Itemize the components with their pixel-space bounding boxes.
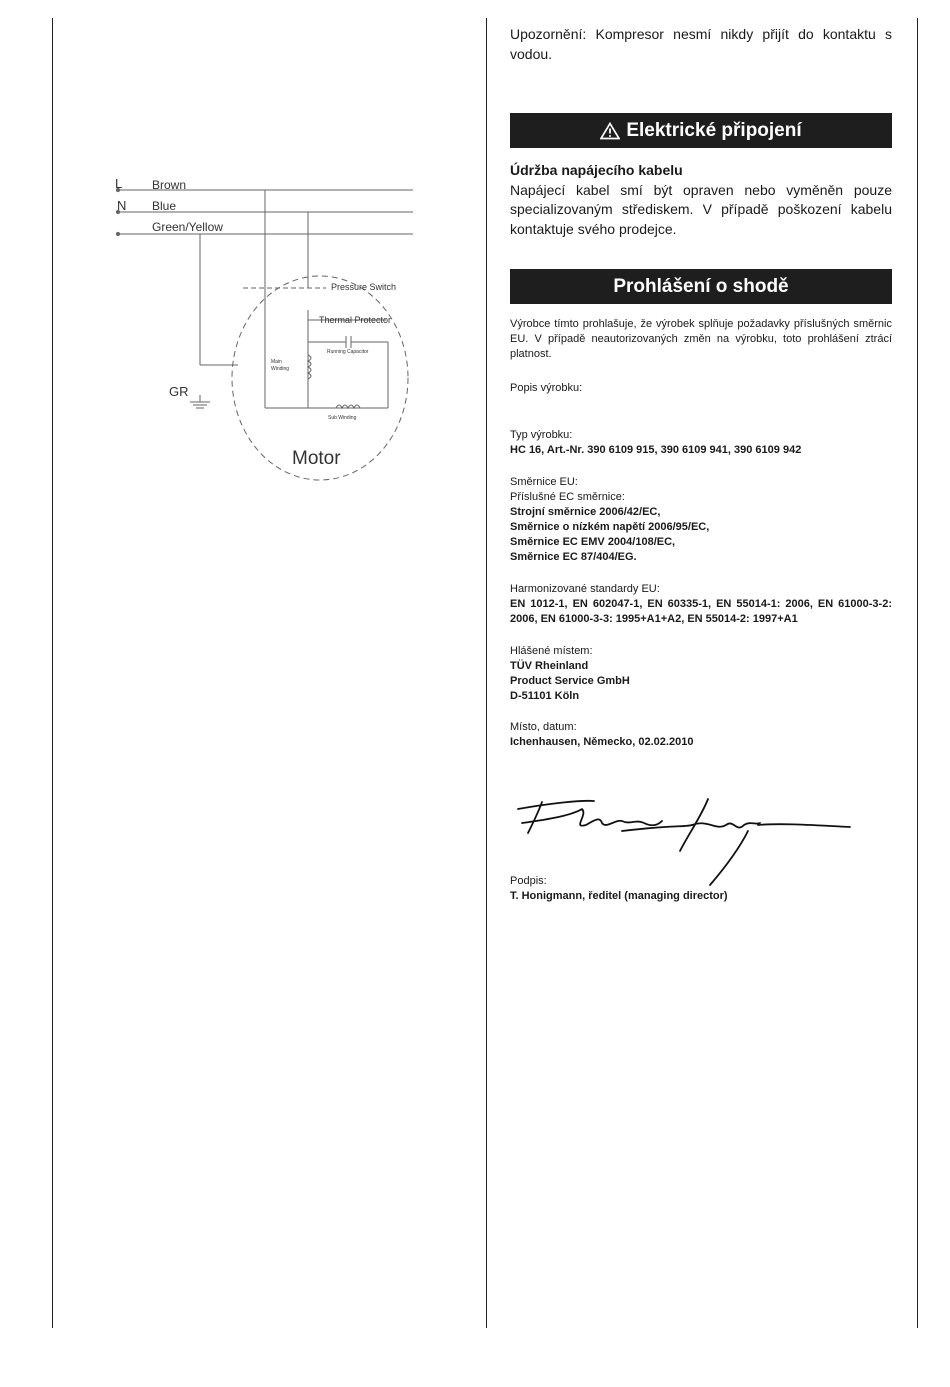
wire-label-green-yellow: Green/Yellow (152, 220, 223, 234)
directive-item: Směrnice EC EMV 2004/108/EC, (510, 536, 676, 548)
cable-maintenance-text: Napájecí kabel smí být opraven nebo vyměněn pouze specializovaným střediskem. V případě poškození kabelu kontaktuje svého prodejce. (510, 181, 892, 237)
notified-body-block (510, 644, 892, 704)
notified-body-label: Hlášené místem: (510, 645, 593, 657)
standards-block (510, 582, 892, 627)
notified-body-line: Product Service GmbH (510, 675, 630, 687)
standards-label: Harmonizované standardy EU: (510, 583, 660, 595)
column-rule-left (52, 18, 53, 1328)
place-date-value: Ichenhausen, Německo, 02.02.2010 (510, 736, 694, 748)
directive-item: Strojní směrnice 2006/42/EC, (510, 506, 661, 518)
declaration-heading (510, 269, 892, 304)
directives-block (510, 475, 892, 565)
cable-maintenance-subheading: Údržba napájecího kabelu (510, 162, 683, 178)
standards-value: EN 1012-1, EN 602047-1, EN 60335-1, EN 55014-1: 2006, EN 61000-3-2: 2006, EN 61000-3-3: 1995+A1+A2, EN 55014-2: 1997+A1 (510, 598, 892, 625)
eu-directive-label: Směrnice EU: (510, 476, 578, 488)
product-type-block (510, 428, 892, 458)
electrical-connection-title: Elektrické připojení (626, 119, 802, 141)
line-label-l: L (115, 176, 123, 191)
notified-body-line: D-51101 Köln (510, 690, 580, 702)
product-type-value: HC 16, Art.-Nr. 390 6109 915, 390 6109 941, 390 6109 942 (510, 444, 802, 456)
wiring-diagram (108, 170, 413, 495)
wire-label-brown: Brown (152, 178, 187, 192)
place-date-label: Místo, datum: (510, 721, 577, 733)
directive-item: Směrnice o nízkém napětí 2006/95/EC, (510, 521, 710, 533)
wiring-diagram-svg (108, 170, 413, 495)
pressure-switch-label: Pressure Switch (331, 282, 397, 292)
notified-body-line: TÜV Rheinland (510, 660, 589, 672)
wire-label-blue: Blue (152, 199, 177, 213)
warning-triangle-icon (600, 122, 620, 140)
column-rule-middle (486, 18, 487, 1328)
signature-block (510, 874, 892, 904)
signature-name: T. Honigmann, ředitel (managing director) (510, 890, 728, 902)
ground-label: GR (169, 384, 189, 399)
place-date-block (510, 720, 892, 750)
warning-note: Upozornění: Kompresor nesmí nikdy přijít do kontaktu s vodou. (510, 26, 892, 62)
sub-winding-label: Sub Winding (328, 415, 357, 421)
ec-directive-label: Příslušné EC směrnice: (510, 491, 625, 503)
main-winding-label-1: Main (271, 359, 282, 365)
directive-item: Směrnice EC 87/404/EG. (510, 551, 637, 563)
declaration-intro: Výrobce tímto prohlašuje, že výrobek splňuje požadavky příslušných směrnic EU. V případě neautorizovaných změn na výrobku, toto prohlášení ztrácí platnost. (510, 318, 892, 360)
column-rule-right (917, 18, 918, 1328)
thermal-protector-label: Thermal Protector (319, 315, 392, 325)
declaration-body (510, 317, 892, 362)
electrical-connection-heading (510, 113, 892, 148)
running-capacitor-label: Running Capacitor (327, 349, 369, 355)
product-type-label: Typ výrobku: (510, 429, 573, 441)
cable-maintenance-section (510, 161, 892, 239)
line-label-n: N (117, 198, 127, 213)
signature-label: Podpis: (510, 875, 547, 887)
main-winding-label-2: Winding (271, 366, 290, 372)
product-description-label: Popis výrobku: (510, 382, 583, 394)
declaration-title: Prohlášení o shodě (613, 275, 789, 297)
motor-label: Motor (292, 448, 341, 469)
